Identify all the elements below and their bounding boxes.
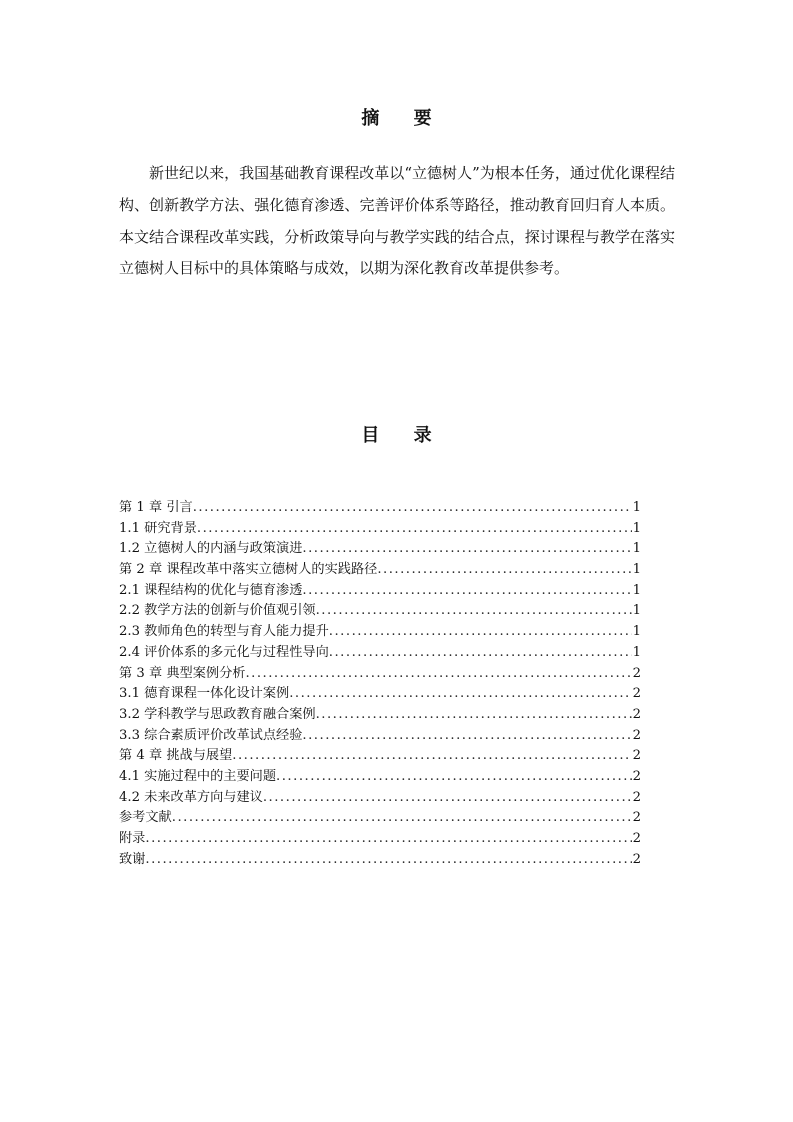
toc-entry[interactable] <box>119 601 641 622</box>
toc-page-number: 1 <box>632 582 641 598</box>
toc-dot-leader <box>316 705 632 726</box>
toc-page-number: 2 <box>632 706 641 722</box>
toc-dot-leader <box>145 829 631 850</box>
toc-entry[interactable] <box>119 643 641 664</box>
toc-entry-label: 2.2 教学方法的创新与价值观引领 <box>119 603 316 619</box>
toc-entry[interactable] <box>119 705 641 726</box>
toc-dot-leader <box>193 498 632 519</box>
toc-page-number: 1 <box>632 541 641 557</box>
toc-page-number: 1 <box>632 603 641 619</box>
toc-page-number: 2 <box>632 810 641 826</box>
toc-page-number: 2 <box>632 665 641 681</box>
toc-dot-leader <box>145 850 631 871</box>
toc-page-number: 2 <box>632 789 641 805</box>
toc-entry-label: 第 4 章 挑战与展望 <box>119 748 233 764</box>
toc-page-number: 1 <box>632 562 641 578</box>
toc-entry-label: 4.1 实施过程中的主要问题 <box>119 768 277 784</box>
toc-page-number: 1 <box>632 500 641 515</box>
toc-entry-label: 附录 <box>119 831 146 846</box>
toc-dot-leader <box>263 788 632 809</box>
toc-dot-leader <box>302 539 631 560</box>
toc-entry[interactable] <box>119 519 641 540</box>
toc-entry[interactable] <box>119 622 641 643</box>
toc-dot-leader <box>245 664 631 685</box>
toc-entry-label: 3.1 德育课程一体化设计案例 <box>119 686 290 702</box>
toc-entry[interactable] <box>119 788 641 809</box>
toc-entry-label: 3.2 学科教学与思政教育融合案例 <box>119 706 316 722</box>
toc-entry[interactable] <box>119 664 641 685</box>
toc-dot-leader <box>316 601 632 622</box>
toc-entry-label: 1.1 研究背景 <box>119 520 197 536</box>
abstract-body: 新世纪以来，我国基础教育课程改革以“立德树人”为根本任务，通过优化课程结构、创新教学方法、强化德育渗透、完善评价体系等路径，推动教育回归育人本质。本文结合课程改革实践，分析政策导向与教学实践的结合点，探讨课程与教学在落实立德树人目标中的具体策略与成效，以期为深化教育改革提供参考。 <box>119 164 675 278</box>
toc-entry[interactable] <box>119 684 641 705</box>
toc-dot-leader <box>197 519 632 540</box>
toc-page-number: 2 <box>632 851 641 867</box>
toc-dot-leader <box>172 808 632 829</box>
table-of-contents <box>119 498 641 870</box>
toc-entry-label: 第 3 章 典型案例分析 <box>119 665 246 681</box>
toc-page-number: 1 <box>632 644 641 660</box>
toc-page-number: 2 <box>632 686 641 702</box>
toc-entry[interactable] <box>119 746 641 767</box>
toc-dot-leader <box>232 746 631 767</box>
toc-entry[interactable] <box>119 539 641 560</box>
toc-dot-leader <box>302 581 631 602</box>
toc-page-number: 2 <box>632 727 641 743</box>
toc-title: 目 录 <box>361 425 446 446</box>
toc-entry-label: 4.2 未来改革方向与建议 <box>119 789 263 805</box>
abstract-title: 摘 要 <box>361 108 446 129</box>
toc-dot-leader <box>377 560 631 581</box>
toc-entry-label: 第 1 章 引言 <box>119 500 193 515</box>
toc-entry[interactable] <box>119 726 641 747</box>
toc-entry-label: 参考文献 <box>119 810 172 826</box>
toc-page-number: 2 <box>632 748 641 764</box>
toc-entry[interactable] <box>119 498 641 519</box>
toc-dot-leader <box>302 726 631 747</box>
toc-entry[interactable] <box>119 829 641 850</box>
toc-page-number: 2 <box>632 768 641 784</box>
toc-entry[interactable] <box>119 581 641 602</box>
toc-entry[interactable] <box>119 767 641 788</box>
toc-entry[interactable] <box>119 850 641 871</box>
toc-dot-leader <box>329 643 632 664</box>
toc-entry-label: 致谢 <box>119 851 146 867</box>
toc-entry-label: 2.3 教师角色的转型与育人能力提升 <box>119 624 329 640</box>
toc-entry-label: 1.2 立德树人的内涵与政策演进 <box>119 541 303 557</box>
toc-entry[interactable] <box>119 808 641 829</box>
toc-entry-label: 第 2 章 课程改革中落实立德树人的实践路径 <box>119 562 378 578</box>
toc-page-number: 1 <box>632 624 641 640</box>
toc-page-number: 1 <box>632 520 641 536</box>
toc-entry-label: 2.4 评价体系的多元化与过程性导向 <box>119 644 329 660</box>
toc-entry-label: 3.3 综合素质评价改革试点经验 <box>119 727 303 743</box>
toc-dot-leader <box>329 622 632 643</box>
toc-dot-leader <box>289 684 631 705</box>
toc-page-number: 2 <box>632 831 641 846</box>
toc-entry[interactable] <box>119 560 641 581</box>
toc-dot-leader <box>276 767 632 788</box>
toc-entry-label: 2.1 课程结构的优化与德育渗透 <box>119 582 303 598</box>
